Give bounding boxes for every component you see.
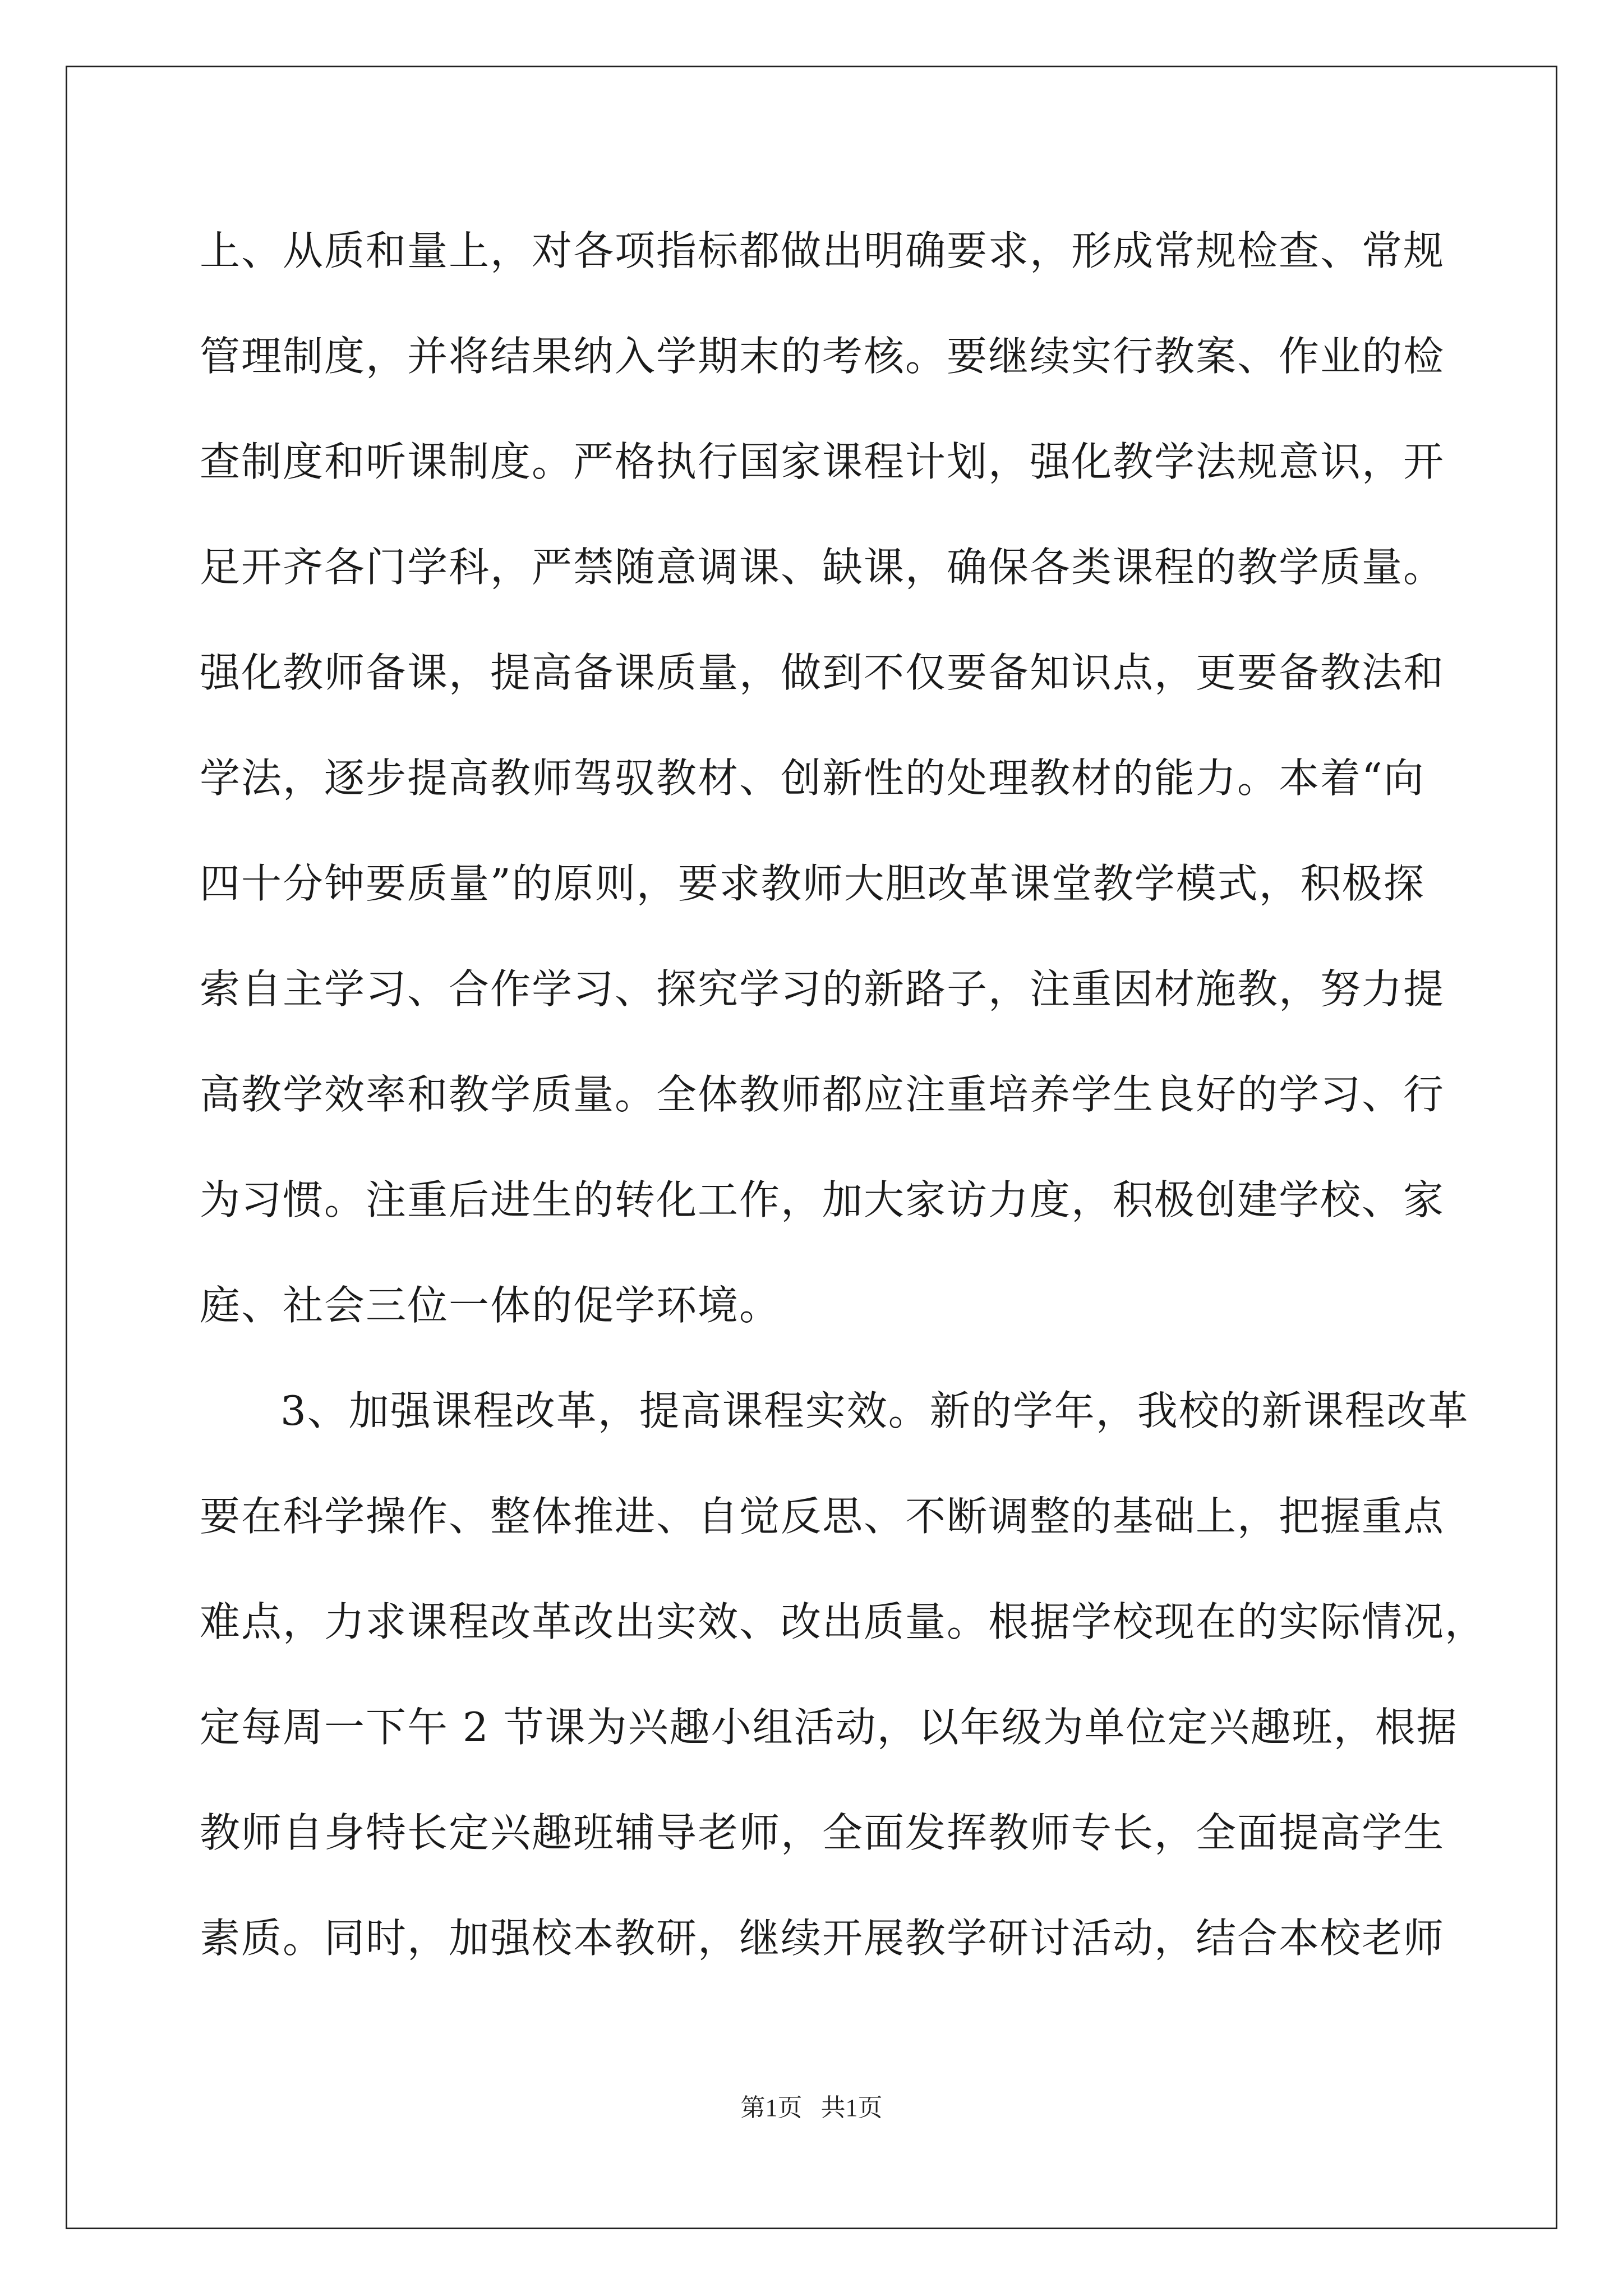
text-line: 学法，逐步提高教师驾驭教材、创新性的处理教材的能力。本着“向: [200, 754, 1425, 802]
text-line: 素质。同时，加强校本教研，继续开展教学研讨活动，结合本校老师: [200, 1915, 1445, 1962]
text-line: 定每周一下午 2 节课为兴趣小组活动，以年级为单位定兴趣班，根据: [200, 1704, 1458, 1751]
text-line: 要在科学操作、整体推进、自觉反思、不断调整的基础上，把握重点: [200, 1493, 1445, 1540]
paragraph-first-line: 3、加强课程改革，提高课程实效。新的学年，我校的新课程改革: [280, 1387, 1469, 1434]
text-line: 强化教师备课，提高备课质量，做到不仅要备知识点，更要备教法和: [200, 649, 1445, 696]
text-line: 索自主学习、合作学习、探究学习的新路子，注重因材施教，努力提: [200, 965, 1445, 1013]
text-line: 足开齐各门学科，严禁随意调课、缺课，确保各类课程的教学质量。: [200, 544, 1445, 591]
page-footer: 第1页 共1页: [740, 2094, 883, 2122]
text-line: 四十分钟要质量”的原则，要求教师大胆改革课堂教学模式，积极探: [200, 860, 1425, 907]
text-line: 上、从质和量上，对各项指标都做出明确要求，形成常规检查、常规: [200, 227, 1445, 274]
page-border: [66, 66, 1557, 2229]
text-line: 难点，力求课程改革改出实效、改出质量。根据学校现在的实际情况，: [200, 1598, 1487, 1645]
text-line: 为习惯。注重后进生的转化工作，加大家访力度，积极创建学校、家: [200, 1176, 1445, 1223]
text-line: 庭、社会三位一体的促学环境。: [200, 1282, 781, 1329]
text-line: 教师自身特长定兴趣班辅导老师，全面发挥教师专长，全面提高学生: [200, 1809, 1445, 1856]
text-line: 高教学效率和教学质量。全体教师都应注重培养学生良好的学习、行: [200, 1071, 1445, 1118]
text-line: 管理制度，并将结果纳入学期末的考核。要继续实行教案、作业的检: [200, 333, 1445, 380]
text-line: 查制度和听课制度。严格执行国家课程计划，强化教学法规意识，开: [200, 438, 1445, 485]
